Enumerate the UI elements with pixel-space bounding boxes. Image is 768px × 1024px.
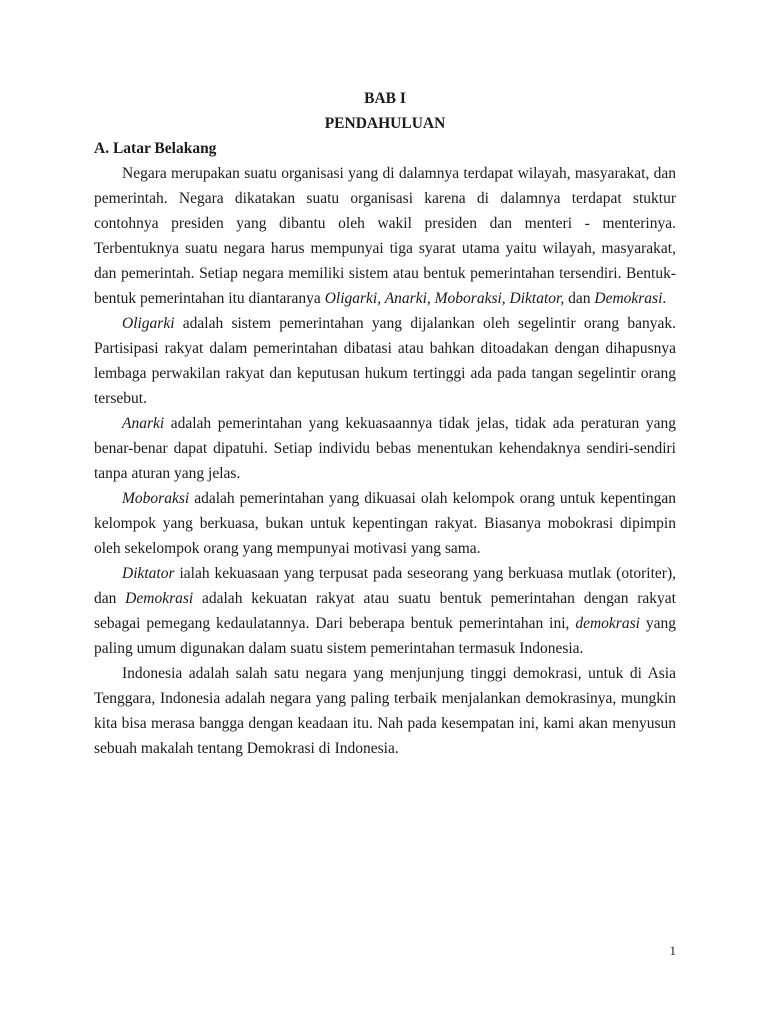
text-run: yang paling umum digunakan dalam suatu sistem pemerintahan termasuk Indonesia. <box>94 615 676 657</box>
text-run: adalah pemerintahan yang dikuasai olah kelompok orang untuk kepentingan kelompok yang berkuasa, bukan untuk kepentingan rakyat. Biasanya mobokrasi dipimpin oleh sekelompok orang yang mempunyai motivasi yang sama. <box>94 490 676 557</box>
text-run: Negara merupakan suatu organisasi yang di dalamnya terdapat wilayah, masyarakat, dan pemerintah. Negara dikatakan suatu organisasi karena di dalamnya terdapat stuktur contohnya presiden yang dibantu oleh wakil presiden dan menteri - menterinya. Terbentuknya suatu negara harus mempunyai tiga syarat utama yaitu wilayah, masyarakat, dan pemerintah. Setiap negara memiliki sistem atau bentuk pemerintahan tersendiri. Bentuk-bentuk pemerintahan itu diantaranya <box>94 165 676 307</box>
paragraph <box>94 486 676 561</box>
paragraph <box>94 661 676 761</box>
body-paragraphs <box>94 161 676 761</box>
page-number: 1 <box>669 943 676 958</box>
italic-text-run: Oligarki <box>122 315 175 332</box>
text-run: dan <box>564 290 595 307</box>
text-run: . <box>662 290 667 307</box>
chapter-title: BAB I <box>364 90 406 107</box>
paragraph <box>94 311 676 411</box>
paragraph <box>94 411 676 486</box>
italic-text-run: demokrasi <box>575 615 640 632</box>
section-heading: A. Latar Belakang <box>94 140 217 157</box>
text-run: Indonesia adalah salah satu negara yang menjunjung tinggi demokrasi, untuk di Asia Tenggara, Indonesia adalah negara yang paling terbaik menjalankan demokrasinya, mungkin kita bisa merasa bangga dengan keadaan itu. Nah pada kesempatan ini, kami akan menyusun sebuah makalah tentang Demokrasi di Indonesia. <box>94 665 676 757</box>
paragraph <box>94 161 676 311</box>
italic-text-run: Demokrasi <box>125 590 194 607</box>
text-run: adalah sistem pemerintahan yang dijalankan oleh segelintir orang banyak. Partisipasi rakyat dalam pemerintahan dibatasi atau bahkan ditoadakan dengan dihapusnya lembaga perwakilan rakyat dan keputusan hukum tertinggi ada pada tangan segelintir orang tersebut. <box>94 315 676 407</box>
italic-text-run: Diktator <box>122 565 175 582</box>
text-run: adalah kekuatan rakyat atau suatu bentuk pemerintahan dengan rakyat sebagai pemegang kedaulatannya. Dari beberapa bentuk pemerintahan ini, <box>94 590 676 632</box>
italic-text-run: Moboraksi <box>122 490 190 507</box>
italic-text-run: Anarki <box>122 415 165 432</box>
chapter-subtitle: PENDAHULUAN <box>324 115 446 132</box>
italic-text-run: Oligarki, Anarki, Moboraksi, Diktator, <box>324 290 565 307</box>
italic-text-run: Demokrasi <box>594 290 663 307</box>
text-run: ialah kekuasaan yang terpusat pada seseorang yang berkuasa mutlak (otoriter), dan <box>94 565 676 607</box>
paragraph <box>94 561 676 661</box>
text-run: adalah pemerintahan yang kekuasaannya tidak jelas, tidak ada peraturan yang benar-benar dapat dipatuhi. Setiap individu bebas menentukan kehendaknya sendiri-sendiri tanpa aturan yang jelas. <box>94 415 676 482</box>
